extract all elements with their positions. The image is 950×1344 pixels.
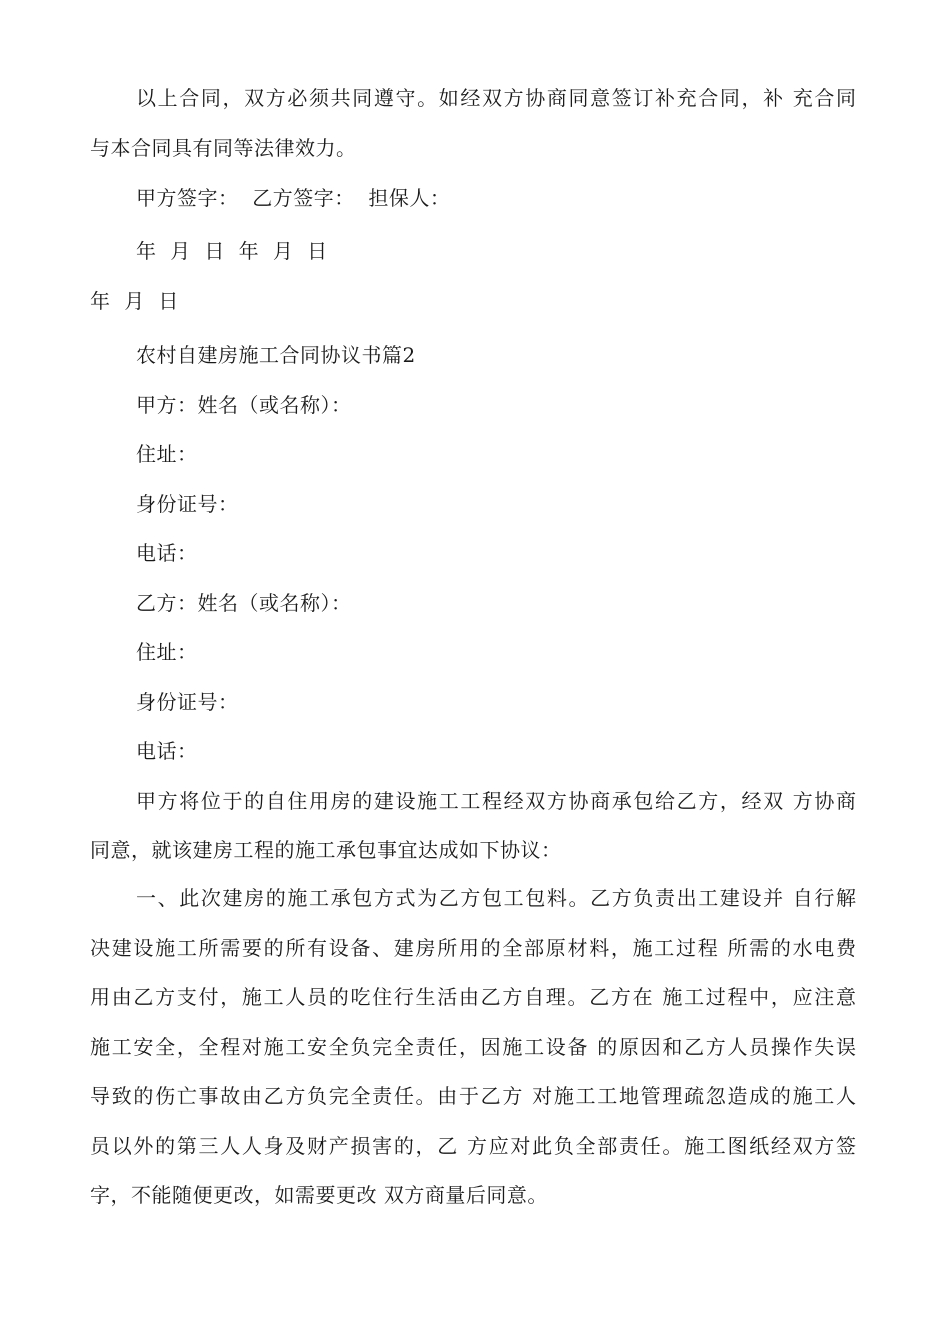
- paragraph-line: 字，不能随便更改，如需要更改 双方商量后同意。: [90, 1183, 548, 1207]
- party-a-phone-label: 电话：: [136, 541, 198, 565]
- paragraph-line: 决建设施工所需要的所有设备、建房所用的全部原材料，施工过程 所需的水电费: [90, 936, 856, 960]
- paragraph-line: 导致的伤亡事故由乙方负完全责任。由于乙方 对施工工地管理疏忽造成的施工人: [90, 1084, 856, 1108]
- paragraph-line: 甲方将位于的自住用房的建设施工工程经双方协商承包给乙方，经双 方协商: [136, 789, 856, 813]
- paragraph-line: 用由乙方支付，施工人员的吃住行生活由乙方自理。乙方在 施工过程中，应注意: [90, 985, 856, 1009]
- date-line: 年 月 日: [90, 289, 179, 313]
- party-a-name-label: 甲方：姓名（或名称）：: [136, 393, 352, 417]
- paragraph-line: 同意，就该建房工程的施工承包事宜达成如下协议：: [90, 838, 562, 862]
- paragraph-line: 一、此次建房的施工承包方式为乙方包工包料。乙方负责出工建设并 自行解: [136, 886, 856, 910]
- paragraph-line: 以上合同，双方必须共同遵守。如经双方协商同意签订补充合同，补 充合同: [136, 86, 856, 110]
- party-a-id-label: 身份证号：: [136, 492, 239, 516]
- date-line: 年 月 日 年 月 日: [136, 239, 328, 263]
- paragraph-line: 与本合同具有同等法律效力。: [90, 136, 357, 160]
- paragraph-line: 员以外的第三人人身及财产损害的，乙 方应对此负全部责任。施工图纸经双方签: [90, 1134, 856, 1158]
- party-b-name-label: 乙方：姓名（或名称）：: [136, 591, 352, 615]
- party-b-phone-label: 电话：: [136, 739, 198, 763]
- party-b-id-label: 身份证号：: [136, 690, 239, 714]
- paragraph-line: 施工安全，全程对施工安全负完全责任，因施工设备 的原因和乙方人员操作失误: [90, 1035, 856, 1059]
- party-a-address-label: 住址：: [136, 442, 198, 466]
- section-title: 农村自建房施工合同协议书篇2: [136, 343, 416, 367]
- party-b-address-label: 住址：: [136, 640, 198, 664]
- signature-line: 甲方签字： 乙方签字： 担保人：: [136, 186, 451, 210]
